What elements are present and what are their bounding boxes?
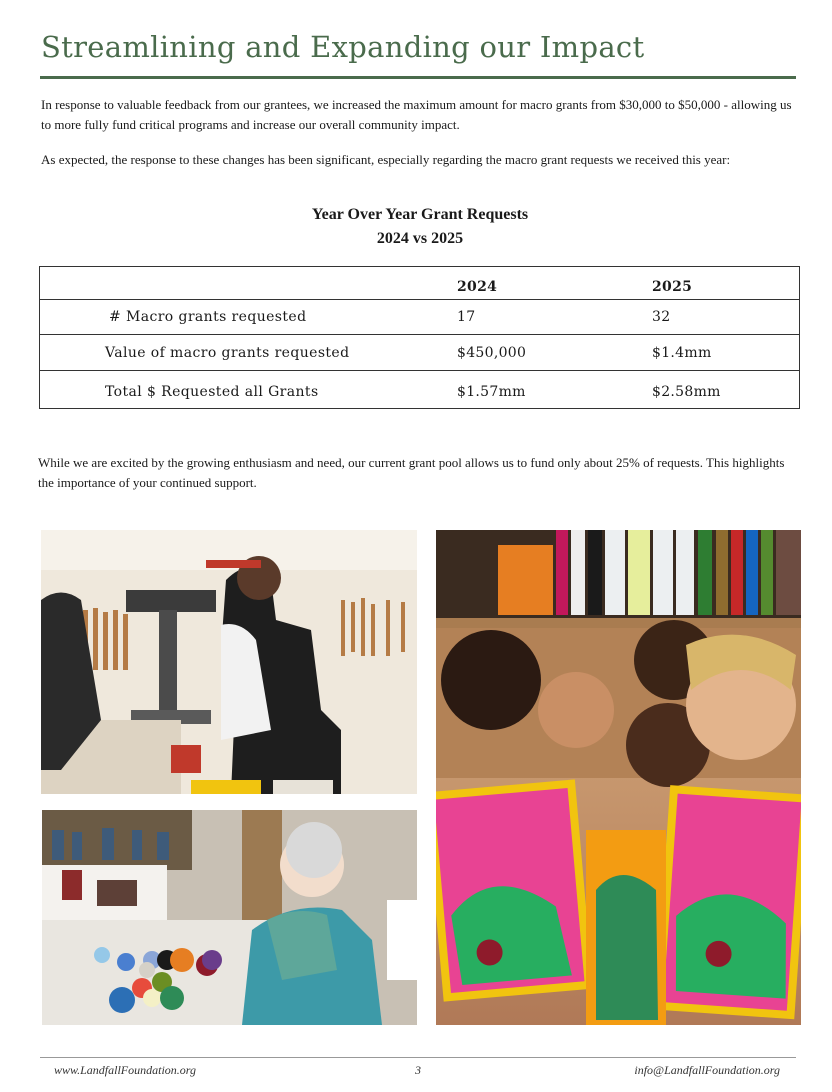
title-divider — [40, 76, 796, 79]
closing-paragraph: While we are excited by the growing enthusiasm and need, our current grant pool allows us to fund only about 25% of requests. This highlights the importance of your continued support. — [38, 455, 785, 490]
row-label: # Macro grants requested — [109, 309, 307, 325]
row-label: Total $ Requested all Grants — [105, 383, 319, 400]
footer-website-link[interactable]: www.LandfallFoundation.org — [54, 1063, 197, 1077]
header-2025: 2025 — [652, 279, 693, 295]
table-subtitle: 2024 vs 2025 — [376, 230, 464, 247]
value-2025: $2.58mm — [652, 383, 721, 400]
workshop-photo — [41, 530, 417, 794]
table-row — [40, 300, 799, 335]
footer-email-link[interactable]: info@LandfallFoundation.org — [634, 1063, 780, 1077]
elder-yarn-photo — [42, 810, 417, 1025]
page-number: 3 — [415, 1063, 421, 1077]
expected-paragraph: As expected, the response to these changes has been significant, especially regarding the macro grant requests we received this year: — [41, 152, 731, 167]
header-2024: 2024 — [457, 279, 498, 295]
table-row — [40, 335, 799, 371]
page-title: Streamlining and Expanding our Impact — [41, 30, 645, 64]
value-2024: $1.57mm — [457, 383, 526, 400]
value-2024: $450,000 — [457, 344, 527, 361]
table-row — [40, 371, 799, 408]
row-label: Value of macro grants requested — [105, 344, 350, 361]
value-2025: 32 — [652, 309, 671, 325]
value-2024: 17 — [457, 309, 476, 325]
table-title: Year Over Year Grant Requests — [311, 206, 529, 223]
intro-paragraph: In response to valuable feedback from our grantees, we increased the maximum amount for macro grants from $30,000 to $50,000 - allowing us to more fully fund critical programs and increase our overall community impact. — [41, 97, 792, 132]
grant-requests-table — [39, 266, 800, 409]
table-header-row — [40, 267, 799, 300]
value-2025: $1.4mm — [652, 344, 712, 361]
footer-divider — [40, 1057, 796, 1058]
students-photo — [436, 530, 801, 1025]
